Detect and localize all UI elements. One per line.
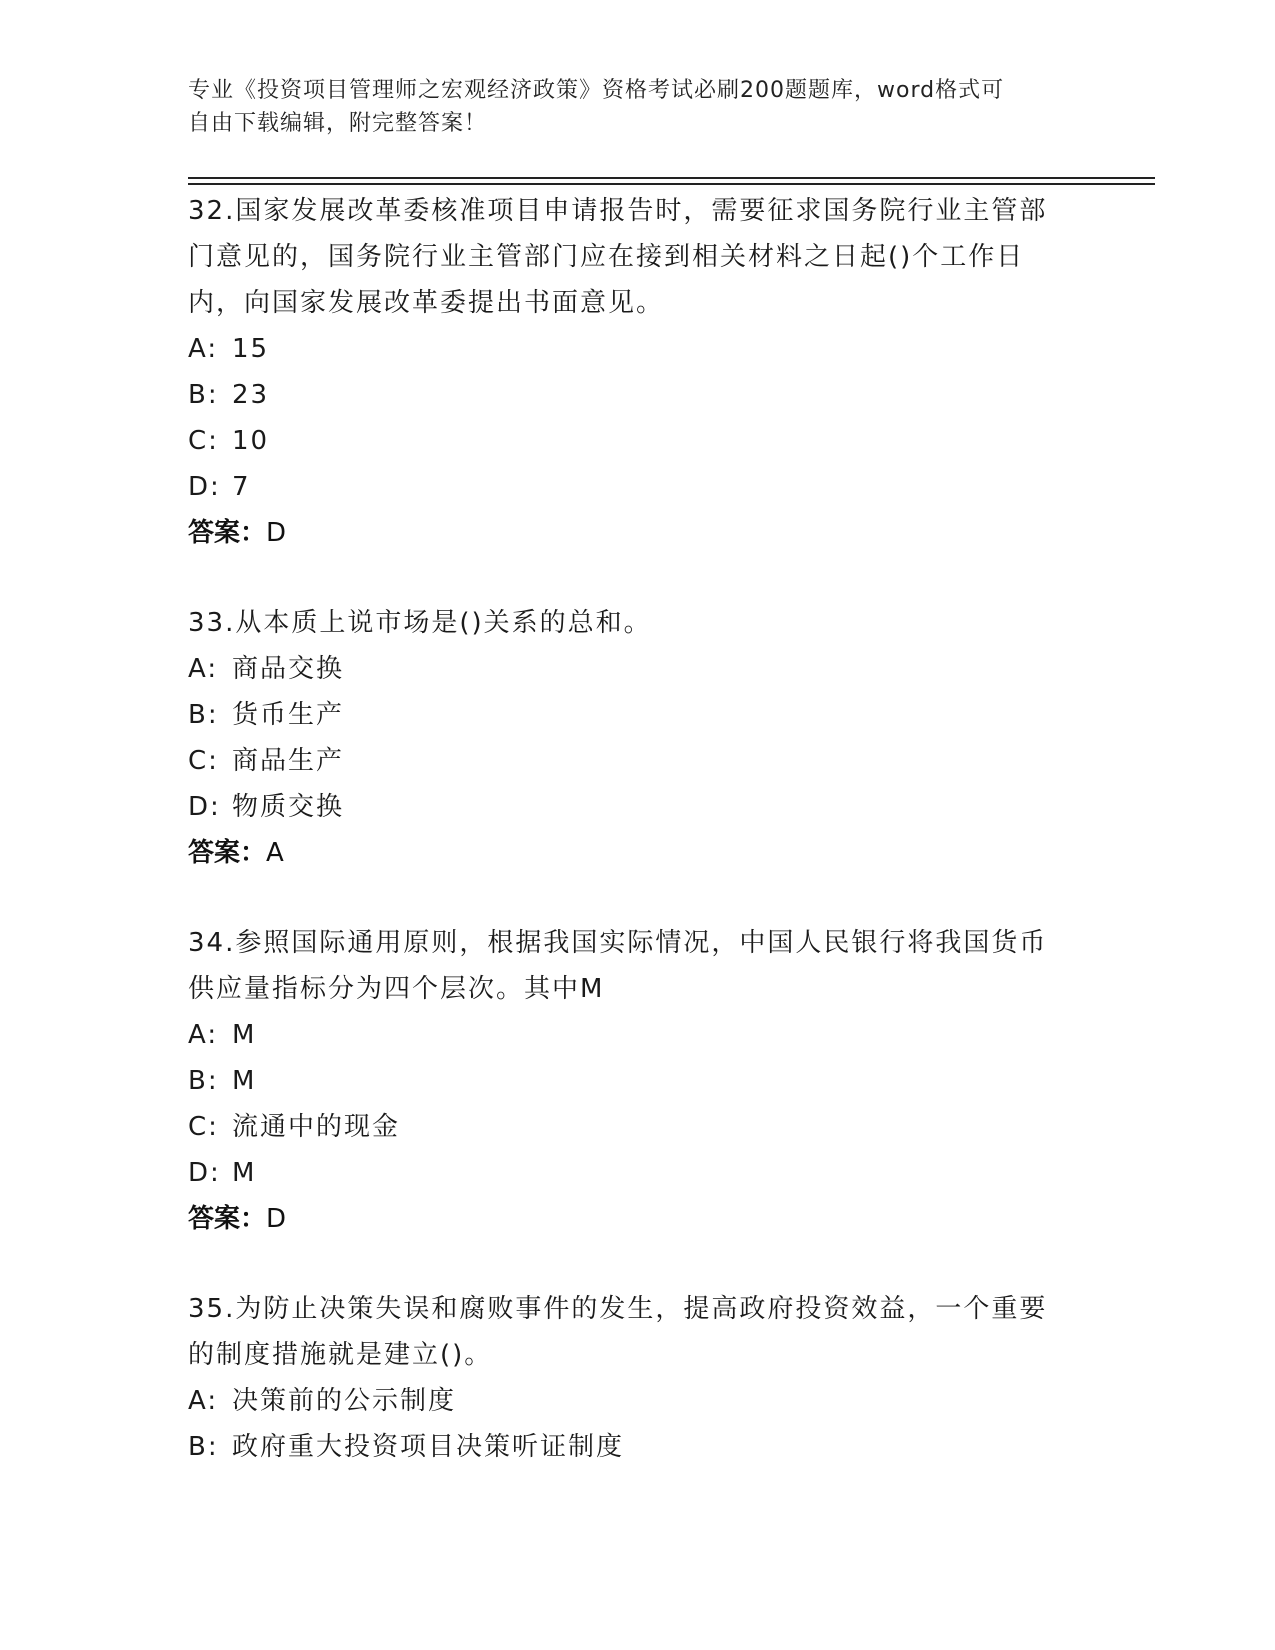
answer-value: D — [266, 518, 287, 548]
question-text: 34.参照国际通用原则，根据我国实际情况，中国人民银行将我国货币供应量指标分为四个层次。其中M — [188, 928, 1048, 1004]
option-letter: A: — [188, 1386, 219, 1416]
option-text: 15 — [232, 334, 270, 364]
option-letter: C: — [188, 426, 219, 456]
question-text: 33.从本质上说市场是()关系的总和。 — [188, 608, 652, 638]
header-line-2: 自由下载编辑，附完整答案！ — [188, 111, 488, 136]
option-text: M — [232, 1066, 257, 1096]
header-line-1: 专业《投资项目管理师之宏观经济政策》资格考试必刷200题题库，word格式可 — [188, 78, 1005, 103]
question-text: 35.为防止决策失误和腐败事件的发生，提高政府投资效益，一个重要的制度措施就是建立()。 — [188, 1294, 1048, 1370]
answer-label: 答案： — [188, 1204, 267, 1234]
option-letter: A: — [188, 1020, 219, 1050]
option-text: M — [232, 1020, 257, 1050]
option-letter: A: — [188, 654, 219, 684]
option-a — [188, 1012, 1088, 1058]
option-letter: B: — [188, 700, 219, 730]
option-b — [188, 1058, 1088, 1104]
option-b — [188, 1424, 1088, 1470]
option-letter: C: — [188, 1112, 219, 1142]
option-d — [188, 1150, 1088, 1196]
option-a — [188, 646, 1088, 692]
answer-label: 答案： — [188, 838, 267, 868]
option-letter: D: — [188, 792, 221, 822]
option-letter: B: — [188, 1432, 219, 1462]
option-d — [188, 464, 1088, 510]
option-letter: B: — [188, 1066, 219, 1096]
option-text: 23 — [232, 380, 270, 410]
header-divider-top — [188, 177, 1155, 179]
question-list — [188, 188, 1088, 1514]
answer — [188, 830, 1088, 876]
option-d — [188, 784, 1088, 830]
question-32 — [188, 188, 1088, 556]
option-text: 10 — [232, 426, 270, 456]
answer-value: D — [266, 1204, 287, 1234]
option-c — [188, 418, 1088, 464]
answer — [188, 1196, 1088, 1242]
option-text: M — [232, 1158, 257, 1188]
question-text: 32.国家发展改革委核准项目申请报告时，需要征求国务院行业主管部门意见的，国务院行业主管部门应在接到相关材料之日起()个工作日内，向国家发展改革委提出书面意见。 — [188, 196, 1048, 318]
option-text: 7 — [232, 472, 251, 502]
document-header — [188, 74, 1068, 140]
option-letter: C: — [188, 746, 219, 776]
option-letter: B: — [188, 380, 219, 410]
answer-value: A — [266, 838, 284, 868]
option-letter: D: — [188, 472, 221, 502]
header-divider-bottom — [188, 183, 1155, 185]
option-c — [188, 1104, 1088, 1150]
question-34 — [188, 920, 1088, 1242]
answer-label: 答案： — [188, 518, 267, 548]
answer — [188, 510, 1088, 556]
option-b — [188, 372, 1088, 418]
option-text: 流通中的现金 — [232, 1112, 401, 1142]
option-text: 商品生产 — [232, 746, 345, 776]
option-text: 货币生产 — [232, 700, 345, 730]
option-letter: A: — [188, 334, 219, 364]
option-text: 商品交换 — [232, 654, 345, 684]
question-33 — [188, 600, 1088, 876]
option-b — [188, 692, 1088, 738]
option-a — [188, 1378, 1088, 1424]
question-35 — [188, 1286, 1088, 1470]
option-letter: D: — [188, 1158, 221, 1188]
option-a — [188, 326, 1088, 372]
option-text: 决策前的公示制度 — [232, 1386, 457, 1416]
option-text: 物质交换 — [232, 792, 345, 822]
option-c — [188, 738, 1088, 784]
option-text: 政府重大投资项目决策听证制度 — [232, 1432, 625, 1462]
